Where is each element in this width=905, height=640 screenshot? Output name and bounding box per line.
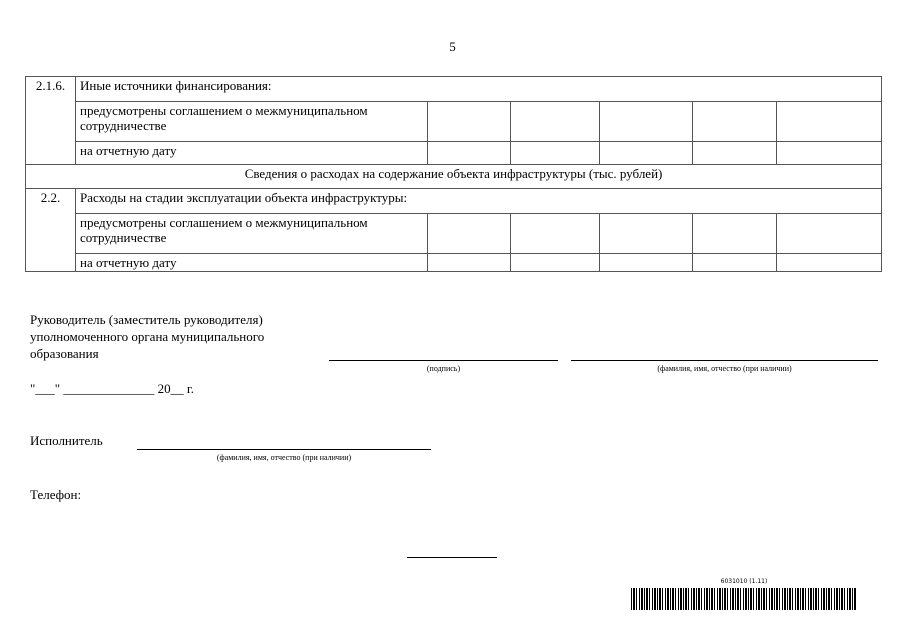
value-cell[interactable] [428,142,511,165]
value-cell[interactable] [693,254,777,272]
head-name-caption: (фамилия, имя, отчество (при наличии) [657,364,792,373]
table-row [26,254,882,272]
barcode-icon [631,588,856,610]
value-cell[interactable] [777,142,882,165]
head-title-line2: уполномоченного органа муниципального [30,329,265,344]
row-number: 2.1.6. [26,77,76,165]
page-number: 5 [449,39,456,54]
value-cell[interactable] [428,102,511,142]
footer-divider [407,557,497,558]
section-row [26,165,882,189]
head-name-line[interactable] [571,360,878,361]
executor-name-caption: (фамилия, имя, отчество (при наличии) [216,453,352,462]
row-label: на отчетную дату [76,254,428,272]
value-cell[interactable] [693,142,777,165]
value-cell[interactable] [428,254,511,272]
executor-label: Исполнитель [30,433,103,448]
barcode-text: 6031010 (1.11) [720,578,768,585]
value-cell[interactable] [600,254,693,272]
value-cell[interactable] [777,102,882,142]
value-cell[interactable] [511,142,600,165]
row-label: Иные источники финансирования: [76,77,882,102]
value-cell[interactable] [693,214,777,254]
value-cell[interactable] [600,102,693,142]
value-cell[interactable] [511,102,600,142]
row-label: Расходы на стадии эксплуатации объекта инфраструктуры: [76,189,882,214]
table-row [26,189,882,214]
row-label: на отчетную дату [76,142,428,165]
head-title-line1: Руководитель (заместитель руководителя) [30,312,263,327]
row-number: 2.2. [26,189,76,272]
executor-name-line[interactable] [137,449,431,450]
value-cell[interactable] [777,254,882,272]
signature-caption: (подпись) [426,364,461,373]
value-cell[interactable] [428,214,511,254]
value-cell[interactable] [777,214,882,254]
table-row [26,214,882,254]
value-cell[interactable] [693,102,777,142]
table-row [26,77,882,102]
table-row [26,102,882,142]
report-table [25,76,882,272]
date-line[interactable]: "___" ______________ 20__ г. [30,381,194,396]
head-title-line3: образования [30,346,99,361]
value-cell[interactable] [600,214,693,254]
value-cell[interactable] [511,254,600,272]
signature-line[interactable] [329,360,558,361]
value-cell[interactable] [600,142,693,165]
row-label: предусмотрены соглашением о межмуниципальном сотрудничестве [76,102,428,142]
phone-label: Телефон: [30,487,82,502]
row-label: предусмотрены соглашением о межмуниципальном сотрудничестве [76,214,428,254]
value-cell[interactable] [511,214,600,254]
table-row [26,142,882,165]
section-title: Сведения о расходах на содержание объекта инфраструктуры (тыс. рублей) [26,165,882,189]
